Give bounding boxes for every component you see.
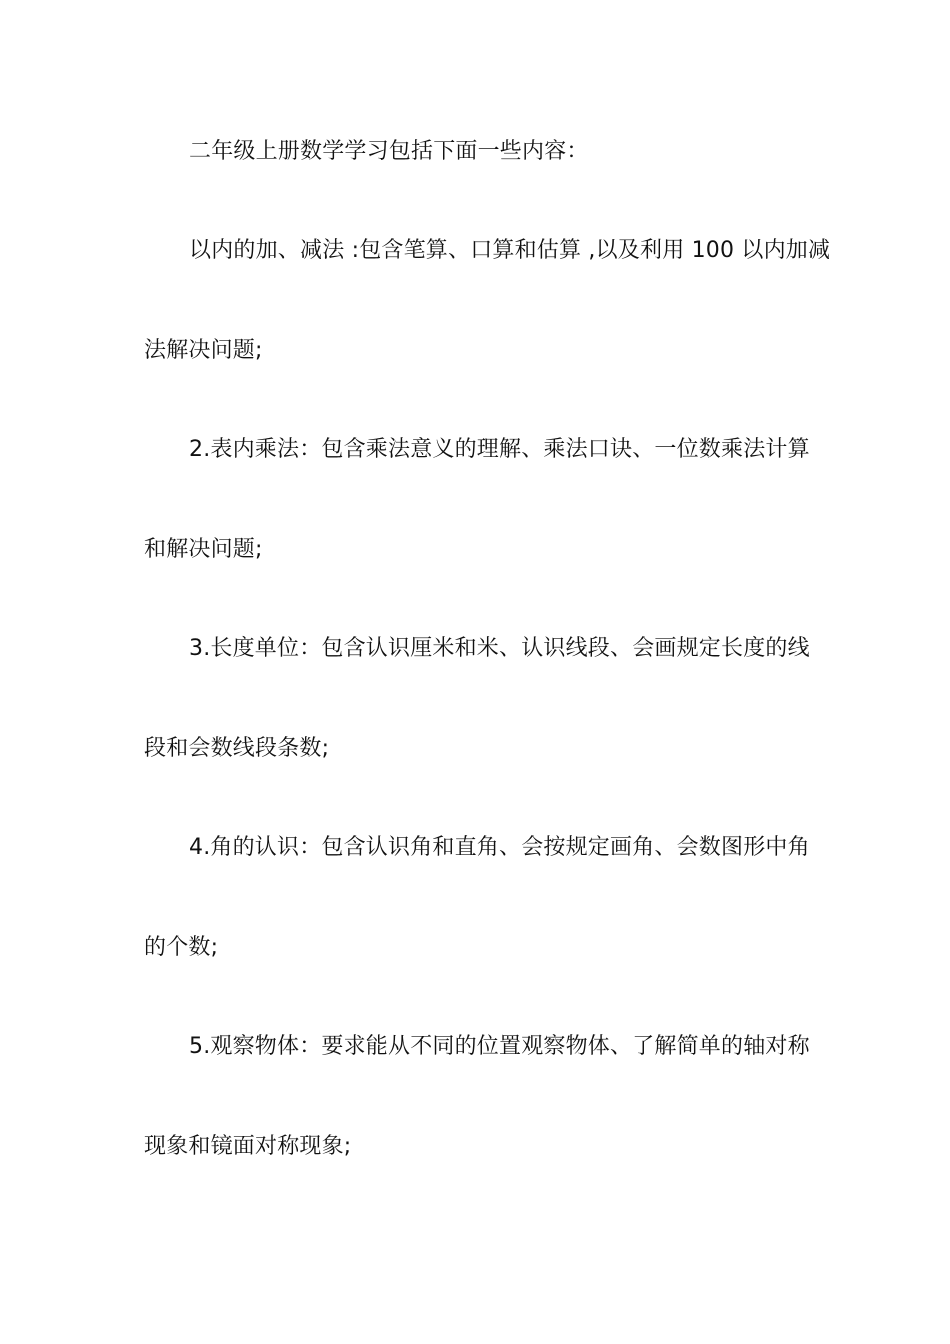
item-2-line-2: 和解决问题;: [144, 537, 263, 562]
intro-paragraph: 二年级上册数学学习包括下面一些内容：: [189, 139, 589, 164]
item-4-line-1: 4.角的认识：包含认识角和直角、会按规定画角、会数图形中角: [189, 835, 810, 860]
item-1-line-1: 以内的加、减法 :包含笔算、口算和估算 ,以及利用 100 以内加减: [189, 238, 831, 263]
item-5-line-1: 5.观察物体：要求能从不同的位置观察物体、了解简单的轴对称: [189, 1034, 810, 1059]
item-3-line-1: 3.长度单位：包含认识厘米和米、认识线段、会画规定长度的线: [189, 636, 810, 661]
item-5-line-2: 现象和镜面对称现象;: [144, 1134, 352, 1159]
item-2-line-1: 2.表内乘法：包含乘法意义的理解、乘法口诀、一位数乘法计算: [189, 437, 810, 462]
item-4-line-2: 的个数;: [144, 935, 219, 960]
item-3-line-2: 段和会数线段条数;: [144, 736, 330, 761]
item-1-line-2: 法解决问题;: [144, 338, 263, 363]
